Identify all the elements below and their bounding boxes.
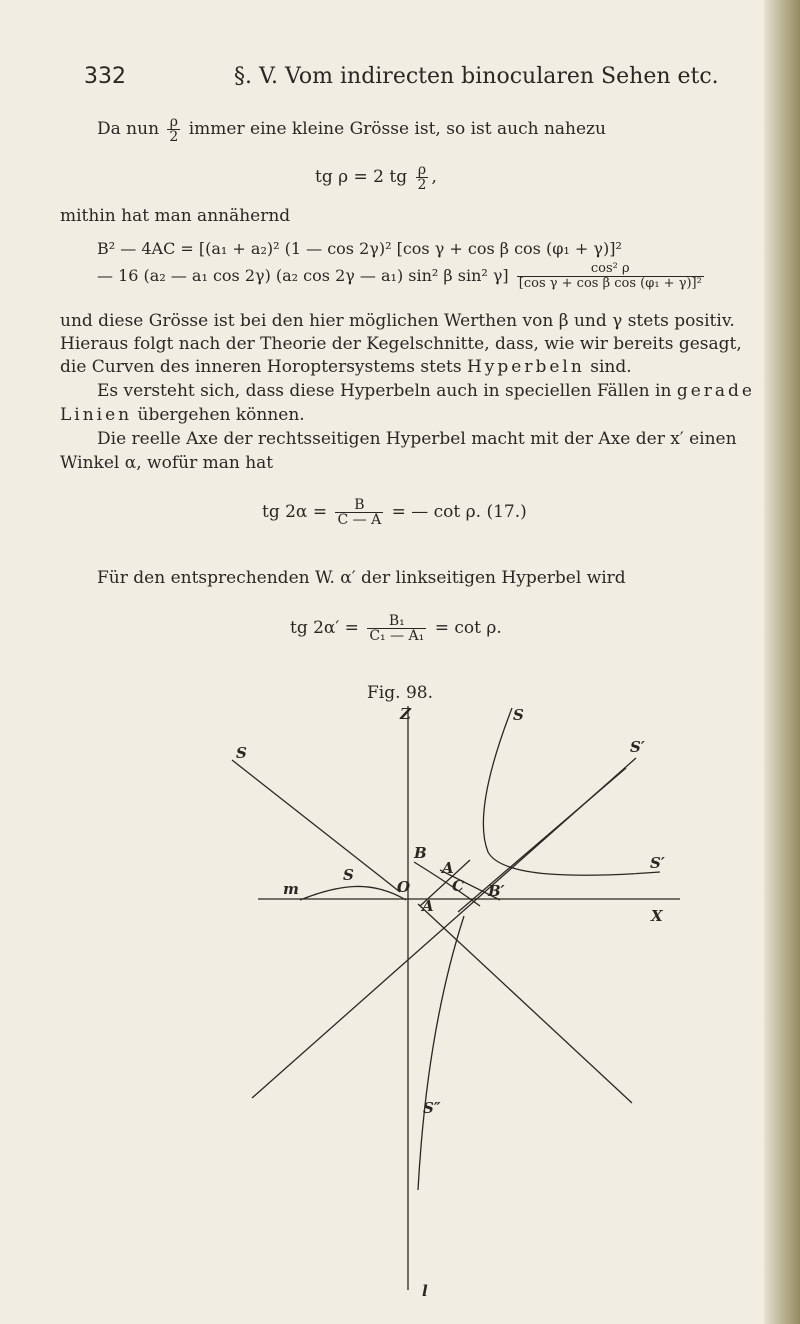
label-c: C [452, 877, 464, 895]
label-o: O [397, 878, 411, 896]
page-edge [764, 0, 800, 1324]
fraction-numerator: cos² ρ [590, 261, 630, 276]
fraction-denominator: [cos γ + cos β cos (φ₁ + γ)]² [518, 276, 702, 291]
equation-part: tg 2α′ = [290, 618, 359, 638]
text-line: Hieraus folgt nach der Theorie der Kegelschnitte, dass, wie wir bereits gesagt, [60, 334, 742, 354]
text-line: Für den entsprechenden W. α′ der linkseitigen Hyperbel wird [97, 568, 626, 588]
label-b: B [414, 844, 427, 862]
text-line [60, 356, 770, 378]
equation [315, 163, 800, 192]
lower-hyperbola-branch [418, 916, 464, 1190]
fraction-denominator: 2 [417, 177, 427, 193]
label-b-prime: B′ [488, 882, 505, 900]
text-line [60, 404, 770, 426]
text-span: übergehen können. [137, 405, 305, 425]
fraction [335, 498, 383, 527]
equation-part: , [431, 167, 437, 187]
running-title: §. V. Vom indirecten binocularen Sehen etc. [234, 64, 719, 89]
text-line [97, 115, 800, 144]
fraction-numerator: ρ [169, 114, 178, 130]
fraction-denominator: C — A [337, 512, 382, 528]
equation [290, 614, 800, 643]
text-line: mithin hat man annähernd [60, 206, 291, 226]
equation-part: tg ρ = 2 tg [315, 167, 408, 187]
fraction-numerator: ρ [417, 162, 427, 178]
emphasis: Linien [60, 405, 133, 425]
fraction [517, 262, 704, 291]
fraction [167, 115, 180, 144]
equation: B² — 4AC = [(a₁ + a₂)² (1 — cos 2γ)² [cos γ + cos β cos (φ₁ + γ)]² [97, 239, 622, 258]
lower-right-line [418, 904, 632, 1103]
text-line: Winkel α, wofür man hat [60, 453, 274, 473]
text-span: immer eine kleine Grösse ist, so ist auch nahezu [188, 119, 606, 139]
label-s-mid-left: S [343, 866, 354, 884]
label-s-prime-mid: S′ [650, 854, 665, 872]
label-l: l [422, 1282, 428, 1300]
figure-98-diagram [180, 700, 680, 1310]
label-s-left: S [236, 744, 247, 762]
label-m: m [283, 880, 299, 898]
equation-part: tg 2α = [262, 502, 328, 522]
fraction-numerator: B [354, 497, 365, 513]
text-span: Da nun [97, 119, 160, 139]
fraction [367, 614, 426, 643]
emphasis: gerade [676, 381, 755, 401]
label-a: A [442, 859, 454, 877]
text-span: sind. [590, 357, 632, 377]
fraction-numerator: B₁ [388, 613, 405, 629]
equation [262, 498, 800, 527]
parallel-diagonal-line [458, 768, 626, 912]
label-a-low: A [422, 897, 434, 915]
label-x: X [651, 907, 663, 925]
right-hyperbola-branch [483, 708, 660, 875]
figure-caption: Fig. 98. [367, 683, 433, 703]
fraction-denominator: 2 [169, 129, 179, 145]
fraction [416, 163, 429, 192]
text-line: und diese Grösse ist bei den hier möglichen Werthen von β und γ stets positiv. [60, 311, 735, 331]
equation-part: — 16 (a₂ — a₁ cos 2γ) (a₂ cos 2γ — a₁) sin² β sin² γ] [97, 266, 509, 285]
fraction-denominator: C₁ — A₁ [369, 628, 425, 644]
text-line: Die reelle Axe der rechtsseitigen Hyperbel macht mit der Axe der x′ einen [97, 429, 737, 449]
emphasis: Hyperbeln [466, 357, 585, 377]
label-s-top: S [513, 706, 524, 724]
left-upper-line [232, 760, 400, 892]
page-number: 332 [84, 64, 126, 89]
left-hyperbola-branch [300, 886, 406, 900]
label-s-double-prime: S″ [423, 1099, 441, 1117]
equation-part: = cot ρ. [434, 618, 502, 638]
label-z: Z [400, 705, 411, 723]
equation [97, 262, 800, 291]
text-span: Es versteht sich, dass diese Hyperbeln auch in speciellen Fällen in [97, 381, 672, 401]
text-span: die Curven des inneren Horoptersystems stets [60, 357, 462, 377]
text-line [97, 380, 800, 402]
equation-part: = — cot ρ. (17.) [391, 502, 527, 522]
label-s-prime-right: S′ [630, 738, 645, 756]
